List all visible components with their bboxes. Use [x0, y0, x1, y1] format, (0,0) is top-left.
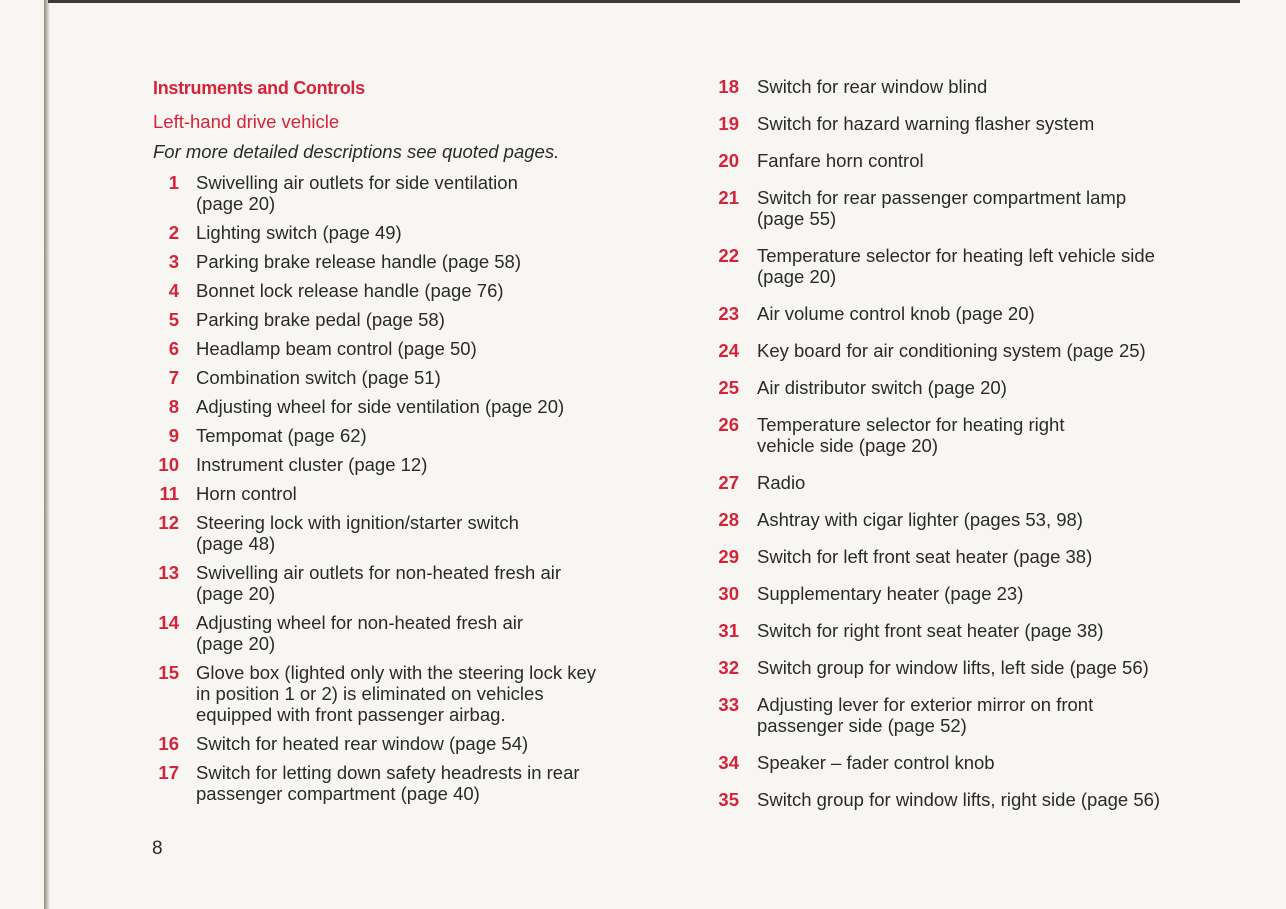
item-text: Parking brake pedal (page 58) — [196, 309, 445, 330]
item-number: 35 — [718, 789, 739, 810]
item-number: 34 — [718, 752, 739, 773]
item-text: Adjusting lever for exterior mirror on front passenger side (page 52) — [757, 694, 1094, 736]
item-number: 24 — [718, 340, 739, 361]
item-text: Radio — [757, 472, 806, 493]
item-text: Headlamp beam control (page 50) — [196, 338, 477, 359]
left-item-list — [153, 172, 663, 804]
list-item — [713, 414, 1233, 456]
item-number: 5 — [168, 309, 179, 330]
list-item — [153, 338, 663, 359]
list-item — [153, 251, 663, 272]
list-item — [713, 340, 1233, 361]
item-number: 32 — [718, 657, 739, 678]
list-item — [153, 425, 663, 446]
item-text: Switch for left front seat heater (page 38) — [757, 546, 1093, 567]
item-number: 18 — [718, 76, 739, 97]
list-item — [713, 113, 1233, 134]
list-item — [713, 657, 1233, 678]
item-number: 27 — [718, 472, 739, 493]
list-item — [713, 620, 1233, 641]
list-item — [153, 562, 663, 604]
right-item-list — [713, 76, 1233, 810]
item-number: 16 — [158, 733, 179, 754]
list-item — [153, 172, 663, 214]
item-number: 2 — [168, 222, 179, 243]
item-text: Adjusting wheel for side ventilation (page 20) — [196, 396, 565, 417]
list-item — [713, 150, 1233, 171]
list-item — [713, 303, 1233, 324]
item-text: Key board for air conditioning system (page 25) — [757, 340, 1146, 361]
list-item — [153, 309, 663, 330]
page-binding-edge — [44, 0, 50, 909]
list-item — [153, 280, 663, 301]
item-text: Tempomat (page 62) — [196, 425, 367, 446]
list-item — [713, 245, 1233, 287]
list-item — [153, 762, 663, 804]
item-text: Temperature selector for heating left vehicle side (page 20) — [757, 245, 1155, 287]
item-number: 17 — [158, 762, 179, 783]
item-number: 9 — [168, 425, 179, 446]
page-margin — [0, 0, 44, 909]
item-number: 29 — [718, 546, 739, 567]
item-text: Switch for right front seat heater (page 38) — [757, 620, 1104, 641]
list-item — [153, 662, 663, 725]
item-text: Fanfare horn control — [757, 150, 924, 171]
item-text: Steering lock with ignition/starter switch (page 48) — [196, 512, 519, 554]
item-number: 4 — [168, 280, 179, 301]
item-number: 19 — [718, 113, 739, 134]
list-item — [153, 454, 663, 475]
item-text: Switch for letting down safety headrests in rear passenger compartment (page 40) — [196, 762, 580, 804]
list-item — [713, 509, 1233, 530]
item-number: 11 — [159, 483, 179, 504]
list-item — [153, 483, 663, 504]
list-item — [713, 76, 1233, 97]
item-number: 31 — [718, 620, 739, 641]
item-text: Switch for rear window blind — [757, 76, 988, 97]
list-item — [713, 472, 1233, 493]
list-item — [713, 694, 1233, 736]
item-text: Switch group for window lifts, right side (page 56) — [757, 789, 1161, 810]
item-text: Horn control — [196, 483, 297, 504]
list-item — [153, 512, 663, 554]
item-text: Glove box (lighted only with the steering lock key in position 1 or 2) is eliminated on vehicles equipped with front passenger airbag. — [196, 662, 597, 725]
item-number: 26 — [718, 414, 739, 435]
item-text: Air distributor switch (page 20) — [757, 377, 1007, 398]
item-text: Instrument cluster (page 12) — [196, 454, 428, 475]
page-top-edge — [48, 0, 1240, 3]
item-number: 12 — [158, 512, 179, 533]
item-number: 7 — [168, 367, 179, 388]
list-item — [153, 612, 663, 654]
list-item — [713, 583, 1233, 604]
item-number: 6 — [168, 338, 179, 359]
item-text: Switch group for window lifts, left side (page 56) — [757, 657, 1149, 678]
item-text: Combination switch (page 51) — [196, 367, 441, 388]
item-text: Switch for hazard warning flasher system — [757, 113, 1095, 134]
page-number: 8 — [152, 838, 163, 859]
list-item — [713, 187, 1233, 229]
item-text: Temperature selector for heating right vehicle side (page 20) — [757, 414, 1065, 456]
item-text: Speaker – fader control knob — [757, 752, 995, 773]
list-item — [153, 733, 663, 754]
item-number: 14 — [158, 612, 179, 633]
item-number: 23 — [718, 303, 739, 324]
item-number: 3 — [168, 251, 179, 272]
item-number: 8 — [168, 396, 179, 417]
item-number: 22 — [718, 245, 739, 266]
item-text: Switch for heated rear window (page 54) — [196, 733, 529, 754]
item-text: Bonnet lock release handle (page 76) — [196, 280, 504, 301]
item-number: 10 — [158, 454, 179, 475]
item-text: Switch for rear passenger compartment lamp (page 55) — [757, 187, 1127, 229]
right-column — [713, 76, 1233, 826]
list-item — [713, 377, 1233, 398]
item-number: 33 — [718, 694, 739, 715]
item-number: 25 — [718, 377, 739, 398]
list-item — [713, 789, 1233, 810]
item-number: 13 — [158, 562, 179, 583]
item-text: Air volume control knob (page 20) — [757, 303, 1035, 324]
list-item — [153, 396, 663, 417]
item-number: 15 — [158, 662, 179, 683]
list-item — [153, 222, 663, 243]
section-heading: Instruments and Controls — [153, 78, 365, 98]
item-number: 20 — [718, 150, 739, 171]
item-number: 30 — [718, 583, 739, 604]
list-item — [713, 752, 1233, 773]
item-number: 1 — [168, 172, 179, 193]
item-number: 21 — [718, 187, 739, 208]
item-text: Lighting switch (page 49) — [196, 222, 402, 243]
item-text: Swivelling air outlets for side ventilation (page 20) — [196, 172, 518, 214]
item-text: Swivelling air outlets for non-heated fresh air (page 20) — [196, 562, 562, 604]
list-item — [153, 367, 663, 388]
item-number: 28 — [718, 509, 739, 530]
item-text: Adjusting wheel for non-heated fresh air (page 20) — [196, 612, 524, 654]
intro-text: For more detailed descriptions see quoted pages. — [153, 141, 560, 162]
item-text: Parking brake release handle (page 58) — [196, 251, 521, 272]
section-subheading: Left-hand drive vehicle — [153, 111, 340, 132]
list-item — [713, 546, 1233, 567]
item-text: Supplementary heater (page 23) — [757, 583, 1024, 604]
item-text: Ashtray with cigar lighter (pages 53, 98) — [757, 509, 1083, 530]
left-column — [153, 76, 663, 812]
